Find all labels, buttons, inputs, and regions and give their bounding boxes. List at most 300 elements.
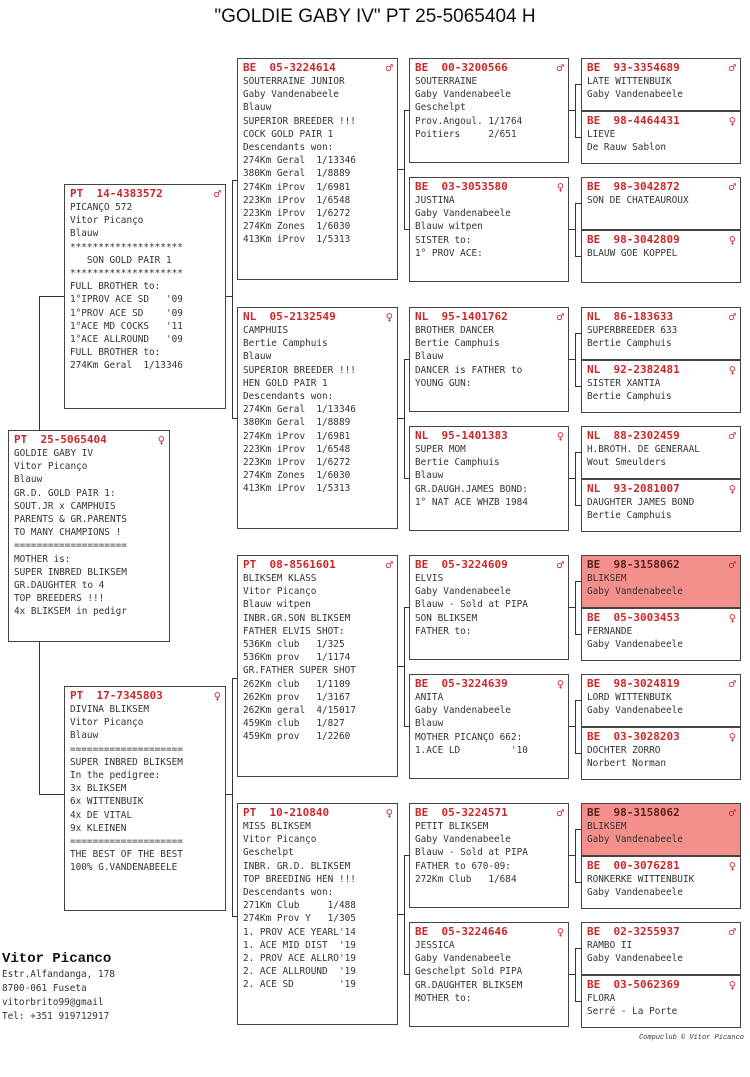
country-code: BE — [415, 925, 429, 938]
info-line: 413Km iProv 1/5313 — [243, 234, 351, 246]
country-code: BE — [587, 558, 601, 571]
info-line: GR.D. GOLD PAIR 1: — [14, 487, 116, 499]
country-code: BE — [587, 978, 601, 991]
ring-id: 00-3076281 — [613, 859, 680, 872]
country-code: NL — [587, 363, 601, 376]
ring-number — [587, 859, 680, 873]
connector-line — [404, 855, 405, 974]
connector-line — [575, 700, 576, 753]
info-line: BLIKSEM — [587, 821, 627, 832]
ring-header — [243, 558, 393, 572]
ancestor-card — [581, 674, 741, 727]
ring-id: 03-3028203 — [613, 730, 680, 743]
male-icon: ♂ — [213, 187, 221, 201]
info-line: Descendants won: — [243, 142, 334, 154]
info-line: FATHER to: — [415, 625, 472, 637]
ring-id: 88-2302459 — [613, 429, 680, 442]
info-line: Blauw — [415, 351, 444, 363]
info-line: HEN GOLD PAIR 1 — [243, 377, 328, 389]
male-icon: ♂ — [728, 310, 736, 324]
info-line: Gaby Vandenabeele — [415, 586, 511, 598]
ancestor-card — [581, 727, 741, 780]
breeder-name: Vitor Picanco — [2, 951, 112, 967]
ring-id: 02-3255937 — [613, 925, 680, 938]
connector-line — [575, 333, 576, 386]
info-line: MOTHER to: — [415, 992, 472, 1004]
info-line: 459Km prov 1/2260 — [243, 731, 351, 743]
ring-header — [587, 978, 736, 992]
ring-number — [587, 558, 680, 572]
info-line: Blauw — [70, 730, 99, 742]
info-line: TO MANY CHAMPIONS ! — [14, 527, 122, 539]
ring-id: 98-3158062 — [613, 806, 680, 819]
info-line: Gaby Vandenabeele — [415, 834, 511, 846]
info-line: DAUGHTER JAMES BOND — [587, 497, 695, 508]
info-line: 380Km Geral 1/8889 — [243, 417, 351, 429]
male-icon: ♂ — [728, 806, 736, 820]
info-line: Bertie Camphuis — [587, 338, 672, 350]
country-code: NL — [415, 429, 429, 442]
info-line: MISS BLIKSEM — [243, 821, 311, 832]
info-line: MOTHER PICANÇO 662: — [415, 731, 523, 743]
female-icon: ♀ — [728, 978, 736, 992]
ring-number — [587, 429, 680, 443]
country-code: BE — [587, 730, 601, 743]
info-line: 1° PROV ACE: — [415, 247, 483, 259]
info-line: De Rauw Sablon — [587, 142, 667, 154]
ring-number — [415, 925, 508, 939]
info-line: 380Km Geral 1/8889 — [243, 168, 351, 180]
info-line: 274Km Geral 1/13346 — [243, 404, 356, 416]
info-line: 100% G.VANDENABEELE — [70, 862, 178, 874]
ring-number — [415, 677, 508, 691]
father-card — [64, 184, 226, 409]
ring-header — [587, 233, 736, 247]
info-line: 223Km iProv 1/6548 — [243, 443, 351, 455]
ring-id: 98-3042809 — [613, 233, 680, 246]
ring-number — [587, 363, 680, 377]
ring-number — [587, 233, 680, 247]
ring-number — [587, 677, 680, 691]
ring-header — [243, 61, 393, 75]
female-icon: ♀ — [556, 180, 564, 194]
ring-id: 25-5065404 — [40, 433, 107, 446]
ancestor-card — [581, 58, 741, 111]
ring-header — [587, 429, 736, 443]
info-line: ==================== — [70, 836, 183, 848]
info-line: 4x BLIKSEM in pedigr — [14, 606, 127, 618]
male-icon: ♂ — [728, 180, 736, 194]
subject-card — [8, 430, 170, 642]
info-line: ANITA — [415, 692, 444, 703]
ring-id: 05-3224614 — [269, 61, 336, 74]
info-line: Geschelpt — [415, 102, 466, 114]
ring-id: 05-3224571 — [441, 806, 508, 819]
info-line: 223Km iProv 1/6272 — [243, 457, 351, 469]
ring-id: 17-7345803 — [96, 689, 163, 702]
ring-id: 95-1401762 — [441, 310, 508, 323]
info-line: 4x DE VITAL — [70, 809, 133, 821]
breeder-email: vitorbrito99@gmail — [2, 997, 104, 1008]
info-line: 271Km Club 1/488 — [243, 900, 356, 912]
ring-id: 05-3224639 — [441, 677, 508, 690]
info-line: 1°ACE ALLROUND '09 — [70, 334, 183, 346]
info-line: Blauw — [70, 228, 99, 240]
ring-id: 98-3158062 — [613, 558, 680, 571]
info-line: RONKERKE WITTENBUIK — [587, 874, 695, 885]
info-line: SON GOLD PAIR 1 — [70, 254, 172, 266]
connector-line — [39, 794, 64, 795]
info-line: FATHER to 670-09: — [415, 860, 511, 872]
connector-line — [575, 948, 576, 1001]
ring-id: 98-3024819 — [613, 677, 680, 690]
ring-header — [587, 558, 736, 572]
connector-line — [404, 359, 405, 478]
ring-number — [415, 429, 508, 443]
info-line: GR.FATHER SUPER SHOT — [243, 665, 356, 677]
country-code: BE — [415, 180, 429, 193]
ring-id: 14-4383572 — [96, 187, 163, 200]
info-line: 2. PROV ACE ALLRO'19 — [243, 953, 356, 965]
connector-line — [575, 84, 576, 137]
info-line: COCK GOLD PAIR 1 — [243, 128, 334, 140]
info-line: Bertie Camphuis — [415, 457, 500, 469]
info-line: ******************** — [70, 268, 183, 280]
ring-id: 10-210840 — [269, 806, 330, 819]
country-code: BE — [415, 61, 429, 74]
info-line: INBR.GR.SON BLIKSEM — [243, 612, 351, 624]
ring-header — [587, 482, 736, 496]
ring-id: 86-183633 — [613, 310, 674, 323]
ring-id: 92-2382481 — [613, 363, 680, 376]
page-title: "GOLDIE GABY IV" PT 25-5065404 H — [214, 6, 536, 27]
connector-line — [232, 678, 233, 916]
info-line: BLIKSEM — [587, 573, 627, 584]
info-line: Gaby Vandenabeele — [415, 953, 511, 965]
info-line: Gaby Vandenabeele — [415, 89, 511, 101]
info-line: Geschelpt — [243, 847, 294, 859]
info-line: Gaby Vandenabeele — [587, 953, 683, 965]
info-line: Wout Smeulders — [587, 457, 667, 469]
info-line: LIEVE — [587, 129, 616, 140]
connector-line — [575, 829, 576, 882]
female-icon: ♀ — [556, 677, 564, 691]
female-icon: ♀ — [213, 689, 221, 703]
country-code: PT — [14, 433, 28, 446]
ancestor-card — [581, 307, 741, 360]
female-icon: ♀ — [728, 730, 736, 744]
info-line: 536Km club 1/325 — [243, 639, 345, 651]
ring-header — [415, 61, 564, 75]
info-line: Gaby Vandenabeele — [587, 89, 683, 101]
ring-number — [587, 180, 680, 194]
ancestor-card — [581, 230, 741, 283]
ring-header — [243, 310, 393, 324]
great-grandparent-card — [409, 674, 569, 779]
ancestor-card — [581, 479, 741, 532]
ring-id: 03-5062369 — [613, 978, 680, 991]
info-line: SUPER INBRED BLIKSEM — [70, 756, 183, 768]
ring-number — [14, 433, 107, 447]
connector-line — [232, 180, 233, 418]
ring-header — [415, 180, 564, 194]
info-line: 6x WITTENBUIK — [70, 796, 144, 808]
male-icon: ♂ — [728, 925, 736, 939]
ring-header — [243, 806, 393, 820]
info-line: GR.DAUGHTER to 4 — [14, 580, 105, 592]
female-icon: ♀ — [728, 363, 736, 377]
info-line: Vitor Picanço — [14, 461, 88, 473]
info-line: THE BEST OF THE BEST — [70, 849, 183, 861]
info-line: TOP BREEDING HEN !!! — [243, 873, 356, 885]
male-icon: ♂ — [728, 429, 736, 443]
connector-line — [575, 452, 576, 505]
ring-header — [415, 925, 564, 939]
info-line: Gaby Vandenabeele — [587, 639, 683, 651]
ring-number — [415, 558, 508, 572]
ring-header — [587, 806, 736, 820]
ring-number — [587, 730, 680, 744]
male-icon: ♂ — [556, 806, 564, 820]
info-line: SON DE CHATEAUROUX — [587, 195, 689, 206]
country-code: NL — [587, 429, 601, 442]
ring-id: 93-2081007 — [613, 482, 680, 495]
ancestor-card — [581, 426, 741, 479]
info-line: PARENTS & GR.PARENTS — [14, 514, 127, 526]
ring-header — [587, 859, 736, 873]
ring-header — [415, 677, 564, 691]
ring-id: 05-3003453 — [613, 611, 680, 624]
connector-line — [404, 110, 405, 229]
ring-header — [415, 429, 564, 443]
grandparent-card — [237, 803, 398, 1025]
copyright-text: Compuclub © Vitor Picanco — [638, 1034, 744, 1042]
ring-number — [415, 806, 508, 820]
info-line: Bertie Camphuis — [587, 510, 672, 522]
breeder-address: Estr.Alfandanga, 178 — [2, 969, 115, 980]
ancestor-card — [581, 608, 741, 661]
male-icon: ♂ — [728, 558, 736, 572]
male-icon: ♂ — [385, 558, 393, 572]
great-grandparent-card — [409, 426, 569, 531]
ring-id: 03-3053580 — [441, 180, 508, 193]
info-line: Bertie Camphuis — [415, 338, 500, 350]
connector-line — [575, 581, 576, 634]
info-line: Gaby Vandenabeele — [243, 89, 339, 101]
country-code: BE — [243, 61, 257, 74]
info-line: FATHER ELVIS SHOT: — [243, 625, 345, 637]
info-line: INBR. GR.D. BLIKSEM — [243, 860, 351, 872]
info-line: Descendants won: — [243, 887, 334, 899]
grandparent-card — [237, 58, 398, 280]
country-code: NL — [243, 310, 257, 323]
ancestor-card — [581, 555, 741, 608]
ring-header — [415, 806, 564, 820]
info-line: ******************** — [70, 241, 183, 253]
info-line: Prov.Angoul. 1/1764 — [415, 115, 523, 127]
info-line: Norbert Norman — [587, 758, 667, 770]
ring-number — [70, 689, 163, 703]
connector-line — [39, 642, 40, 794]
ring-header — [415, 558, 564, 572]
country-code: BE — [415, 677, 429, 690]
info-line: 274Km Geral 1/13346 — [70, 360, 183, 372]
country-code: BE — [587, 925, 601, 938]
ring-number — [243, 806, 329, 820]
info-line: SISTER XANTIA — [587, 378, 661, 389]
info-line: 1° NAT ACE WHZB 1984 — [415, 496, 528, 508]
connector-line — [404, 607, 405, 726]
ring-header — [415, 310, 564, 324]
ring-number — [587, 925, 680, 939]
info-line: Bertie Camphuis — [243, 338, 328, 350]
info-line: 274Km iProv 1/6981 — [243, 181, 351, 193]
female-icon: ♀ — [385, 310, 393, 324]
info-line: SUPERIOR BREEDER !!! — [243, 115, 356, 127]
female-icon: ♀ — [556, 429, 564, 443]
info-line: GR.DAUGH.JAMES BOND: — [415, 483, 528, 495]
info-line: 413Km iProv 1/5313 — [243, 483, 351, 495]
mother-card — [64, 686, 226, 911]
female-icon: ♀ — [728, 233, 736, 247]
info-line: 262Km geral 4/15017 — [243, 705, 356, 717]
female-icon: ♀ — [556, 925, 564, 939]
ring-header — [587, 730, 736, 744]
info-line: SOUTERRAINE — [415, 76, 478, 87]
ring-header — [587, 61, 736, 75]
info-line: JESSICA — [415, 940, 455, 951]
info-line: Vitor Picanço — [70, 717, 144, 729]
ring-id: 08-8561601 — [269, 558, 336, 571]
info-line: 274Km Zones 1/6030 — [243, 221, 351, 233]
male-icon: ♂ — [556, 61, 564, 75]
info-line: 223Km iProv 1/6272 — [243, 208, 351, 220]
country-code: BE — [587, 806, 601, 819]
info-line: In the pedigree: — [70, 770, 161, 782]
ring-id: 05-3224609 — [441, 558, 508, 571]
info-line: 274Km Zones 1/6030 — [243, 470, 351, 482]
ring-number — [243, 558, 336, 572]
ring-number — [587, 482, 680, 496]
info-line: H.BROTH. DE GENERAAL — [587, 444, 700, 455]
country-code: BE — [587, 677, 601, 690]
info-line: YOUNG GUN: — [415, 377, 472, 389]
info-line: MOTHER is: — [14, 553, 71, 565]
info-line: 1. PROV ACE YEARL'14 — [243, 926, 356, 938]
info-line: SUPER MOM — [415, 444, 466, 455]
ring-id: 05-3224646 — [441, 925, 508, 938]
great-grandparent-card — [409, 803, 569, 908]
ancestor-card — [581, 177, 741, 230]
info-line: 9x KLEINEN — [70, 822, 127, 834]
info-line: 274Km iProv 1/6981 — [243, 430, 351, 442]
country-code: NL — [587, 310, 601, 323]
ring-id: 98-3042872 — [613, 180, 680, 193]
info-line: RAMBO II — [587, 940, 633, 951]
female-icon: ♀ — [728, 114, 736, 128]
ring-id: 95-1401383 — [441, 429, 508, 442]
info-line: FERNANDE — [587, 626, 633, 637]
info-line: Blauw — [243, 351, 272, 363]
info-line: Vitor Picanço — [243, 586, 317, 598]
ring-header — [14, 433, 165, 447]
info-line: 262Km club 1/1109 — [243, 678, 351, 690]
ring-id: 93-3354689 — [613, 61, 680, 74]
info-line: Gaby Vandenabeele — [415, 705, 511, 717]
country-code: BE — [587, 233, 601, 246]
info-line: LATE WITTENBUIK — [587, 76, 672, 87]
info-line: 3x BLIKSEM — [70, 783, 127, 795]
ancestor-card — [581, 111, 741, 164]
ring-number — [70, 187, 163, 201]
great-grandparent-card — [409, 177, 569, 282]
ring-number — [587, 978, 680, 992]
ancestor-card — [581, 856, 741, 909]
ring-number — [243, 310, 336, 324]
country-code: BE — [415, 806, 429, 819]
info-line: TOP BREEDERS !!! — [14, 593, 105, 605]
info-line: Bertie Camphuis — [587, 391, 672, 403]
female-icon: ♀ — [728, 859, 736, 873]
info-line: ELVIS — [415, 573, 444, 584]
connector-line — [575, 203, 576, 256]
info-line: 274Km Geral 1/13346 — [243, 155, 356, 167]
country-code: BE — [587, 114, 601, 127]
info-line: BLAUW GOE KOPPEL — [587, 248, 678, 259]
info-line: GR.DAUGHTER BLIKSEM — [415, 979, 523, 991]
info-line: DANCER is FATHER to — [415, 364, 523, 376]
info-line: Blauw witpen — [415, 221, 483, 233]
info-line: SUPERBREEDER 633 — [587, 325, 678, 336]
info-line: SUPERIOR BREEDER !!! — [243, 364, 356, 376]
info-line: BLIKSEM KLASS — [243, 573, 317, 584]
info-line: JUSTINA — [415, 195, 455, 206]
male-icon: ♂ — [385, 61, 393, 75]
ring-header — [587, 677, 736, 691]
grandparent-card — [237, 307, 398, 529]
info-line: SISTER to: — [415, 234, 472, 246]
info-line: Gaby Vandenabeele — [587, 887, 683, 899]
info-line: Blauw - Sold at PIPA — [415, 847, 528, 859]
info-line: 274Km Prov Y 1/305 — [243, 913, 356, 925]
info-line: 262Km prov 1/3167 — [243, 691, 351, 703]
female-icon: ♀ — [728, 482, 736, 496]
country-code: PT — [70, 689, 84, 702]
ancestor-card — [581, 360, 741, 413]
info-line: Blauw witpen — [243, 599, 311, 611]
info-line: SOUT.JR x CAMPHUIS — [14, 500, 116, 512]
info-line: FULL BROTHER to: — [70, 347, 161, 359]
info-line: Gaby Vandenabeele — [415, 208, 511, 220]
info-line: Blauw — [243, 102, 272, 114]
info-line: CAMPHUIS — [243, 325, 289, 336]
info-line: 1°IPROV ACE SD '09 — [70, 294, 183, 306]
breeder-postal: 8700-061 Fuseta — [2, 983, 87, 994]
info-line: Poitiers 2/651 — [415, 128, 517, 140]
female-icon: ♀ — [385, 806, 393, 820]
connector-line — [39, 296, 40, 430]
ring-id: 98-4464431 — [613, 114, 680, 127]
info-line: PICANÇO 572 — [70, 202, 133, 213]
male-icon: ♂ — [728, 677, 736, 691]
info-line: 1°PROV ACE SD '09 — [70, 307, 183, 319]
info-line: ==================== — [70, 743, 183, 755]
info-line: Blauw — [14, 474, 43, 486]
info-line: Blauw — [415, 718, 444, 730]
ring-number — [415, 310, 508, 324]
ring-number — [587, 806, 680, 820]
breeder-phone: Tel: +351 919712917 — [2, 1011, 110, 1022]
